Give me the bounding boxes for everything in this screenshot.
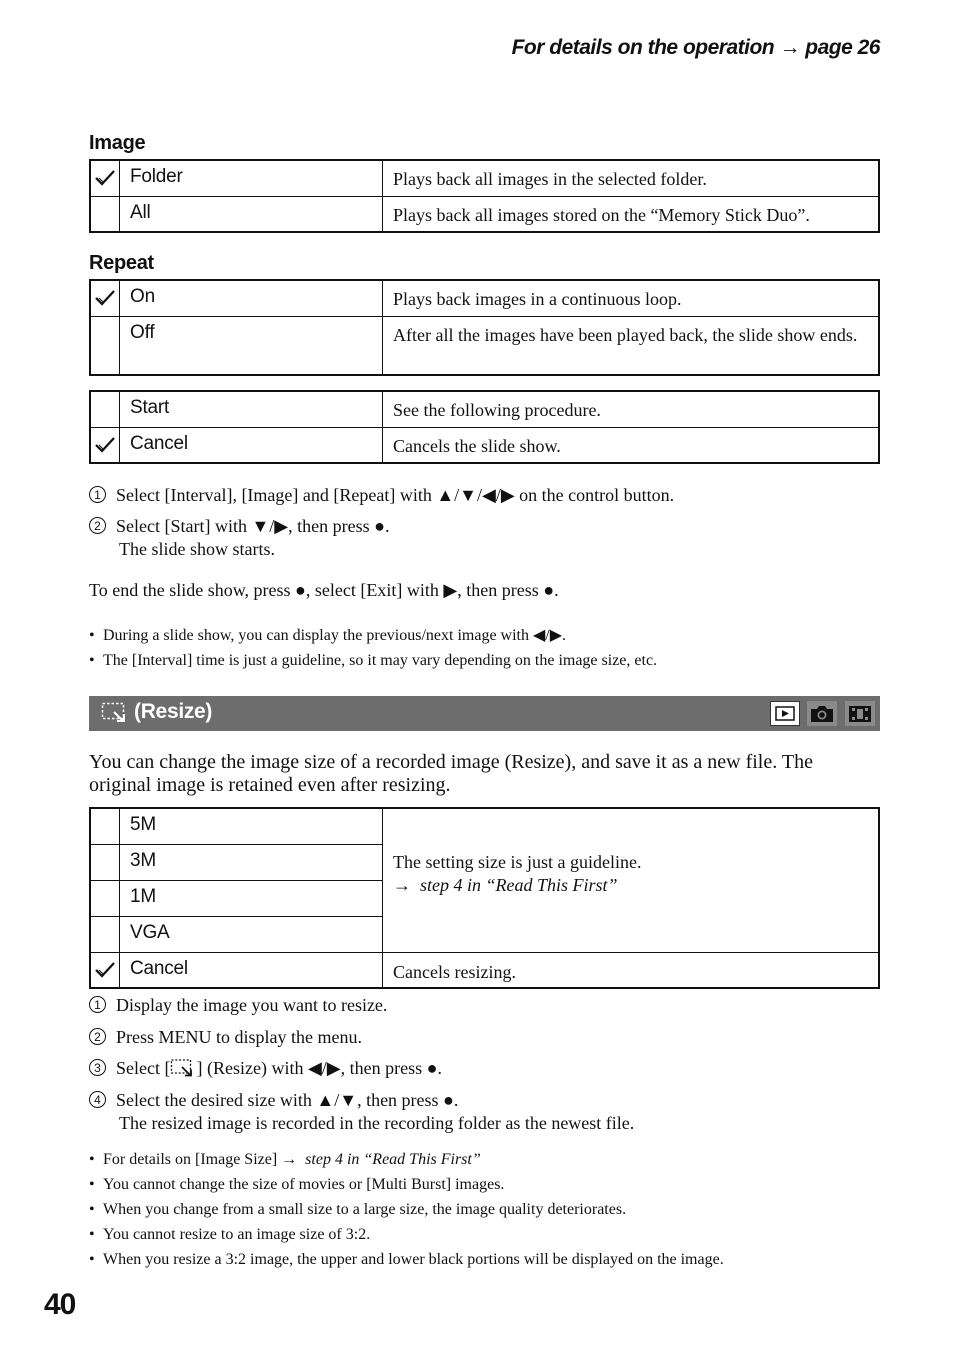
step-continuation: The resized image is recorded in the recording folder as the newest file. bbox=[119, 1113, 635, 1133]
page-number: 40 bbox=[44, 1288, 76, 1321]
note-item: • The [Interval] time is just a guideline, so it may vary depending on the image size, etc. bbox=[89, 648, 657, 673]
resize-intro: You can change the image size of a recorded image (Resize), and save it as a new file. The original image is retained even after resizing. bbox=[89, 751, 813, 796]
reference-arrow: → bbox=[281, 1151, 298, 1168]
step-1 bbox=[89, 484, 674, 507]
size-option: Cancel bbox=[120, 952, 383, 988]
check-cell bbox=[90, 880, 120, 916]
notes-list bbox=[89, 623, 657, 673]
table-row bbox=[90, 160, 879, 196]
cancel-description: Cancels resizing. bbox=[383, 952, 880, 988]
option-description: Plays back all images in the selected folder. bbox=[383, 160, 880, 196]
note-item: • During a slide show, you can display the previous/next image with ◀/▶. bbox=[89, 623, 657, 648]
option-name: Start bbox=[120, 391, 383, 427]
resize-icon bbox=[101, 702, 129, 724]
check-cell bbox=[90, 316, 120, 375]
default-check-cell bbox=[90, 952, 120, 988]
option-description: After all the images have been played back, the slide show ends. bbox=[383, 316, 880, 375]
check-cell bbox=[90, 916, 120, 952]
resize-size-table bbox=[89, 807, 880, 989]
check-cell bbox=[90, 391, 120, 427]
option-name: Off bbox=[120, 316, 383, 375]
step-number: 1 bbox=[89, 996, 106, 1013]
checkmark-icon bbox=[94, 436, 116, 454]
repeat-options-table bbox=[89, 279, 880, 376]
table-row bbox=[90, 952, 879, 988]
table-row bbox=[90, 316, 879, 375]
table-row bbox=[90, 280, 879, 316]
step-text: Select [Start] with ▼/▶, then press ●. bbox=[116, 516, 390, 536]
size-option: 5M bbox=[120, 808, 383, 844]
reference-arrow: → bbox=[393, 875, 411, 895]
option-description: Cancels the slide show. bbox=[383, 427, 880, 463]
end-slideshow-text: To end the slide show, press ●, select [Exit] with ▶, then press ●. bbox=[89, 580, 559, 600]
step-number: 2 bbox=[89, 517, 106, 534]
note-item: • You cannot resize to an image size of 3:2. bbox=[89, 1222, 724, 1247]
size-guideline-text: The setting size is just a guideline. bbox=[393, 852, 642, 872]
option-name: All bbox=[120, 196, 383, 232]
step-number: 2 bbox=[89, 1028, 106, 1045]
reference-text: step 4 in “Read This First” bbox=[420, 875, 618, 895]
playback-mode-icon bbox=[770, 701, 800, 726]
start-cancel-table bbox=[89, 390, 880, 464]
option-description: Plays back images in a continuous loop. bbox=[383, 280, 880, 316]
option-description: See the following procedure. bbox=[383, 391, 880, 427]
step-text: Select the desired size with ▲/▼, then press ●. bbox=[116, 1090, 459, 1110]
checkmark-icon bbox=[94, 169, 116, 187]
default-check-cell bbox=[90, 160, 120, 196]
checkmark-icon bbox=[94, 961, 116, 979]
table-row bbox=[90, 427, 879, 463]
option-name: Folder bbox=[120, 160, 383, 196]
resize-step-1 bbox=[89, 994, 387, 1017]
step-2 bbox=[89, 515, 389, 561]
check-cell bbox=[90, 196, 120, 232]
step-text: Select [Interval], [Image] and [Repeat] with ▲/▼/◀/▶ on the control button. bbox=[116, 485, 675, 505]
table-row bbox=[90, 391, 879, 427]
table-row bbox=[90, 808, 879, 844]
step-number: 1 bbox=[89, 486, 106, 503]
check-cell bbox=[90, 808, 120, 844]
repeat-section-title: Repeat bbox=[89, 252, 154, 274]
resize-step-2 bbox=[89, 1026, 362, 1049]
size-option: 1M bbox=[120, 880, 383, 916]
resize-section-title: (Resize) bbox=[134, 700, 213, 723]
step-text: Display the image you want to resize. bbox=[116, 995, 388, 1015]
default-check-cell bbox=[90, 280, 120, 316]
resize-notes-list bbox=[89, 1147, 724, 1272]
header-page-reference: For details on the operation → page 26 bbox=[511, 36, 880, 59]
size-option: 3M bbox=[120, 844, 383, 880]
step-text: Press MENU to display the menu. bbox=[116, 1027, 362, 1047]
size-option: VGA bbox=[120, 916, 383, 952]
checkmark-icon bbox=[94, 289, 116, 307]
note-item: • When you change from a small size to a large size, the image quality deteriorates. bbox=[89, 1197, 724, 1222]
check-cell bbox=[90, 844, 120, 880]
step-text-pre: Select [ bbox=[116, 1058, 171, 1078]
note-reference: step 4 in “Read This First” bbox=[305, 1151, 481, 1168]
resize-section-header bbox=[89, 696, 880, 731]
resize-icon bbox=[170, 1058, 196, 1078]
size-reference bbox=[393, 874, 868, 897]
step-text-post: ] (Resize) with ◀/▶, then press ●. bbox=[196, 1058, 442, 1078]
camera-mode-icon bbox=[807, 701, 837, 726]
movie-mode-icon bbox=[845, 701, 875, 726]
image-options-table bbox=[89, 159, 880, 233]
option-name: Cancel bbox=[120, 427, 383, 463]
step-continuation: The slide show starts. bbox=[119, 539, 275, 559]
step-number: 3 bbox=[89, 1059, 106, 1076]
size-description bbox=[383, 808, 880, 952]
resize-step-3 bbox=[89, 1057, 442, 1080]
step-number: 4 bbox=[89, 1091, 106, 1108]
image-section-title: Image bbox=[89, 132, 146, 154]
note-text: For details on [Image Size] bbox=[103, 1151, 282, 1168]
note-item bbox=[89, 1147, 724, 1172]
option-name: On bbox=[120, 280, 383, 316]
note-item: • You cannot change the size of movies or [Multi Burst] images. bbox=[89, 1172, 724, 1197]
option-description: Plays back all images stored on the “Memory Stick Duo”. bbox=[383, 196, 880, 232]
table-row bbox=[90, 196, 879, 232]
resize-step-4 bbox=[89, 1089, 634, 1135]
default-check-cell bbox=[90, 427, 120, 463]
note-item: • When you resize a 3:2 image, the upper and lower black portions will be displayed on the image. bbox=[89, 1247, 724, 1272]
